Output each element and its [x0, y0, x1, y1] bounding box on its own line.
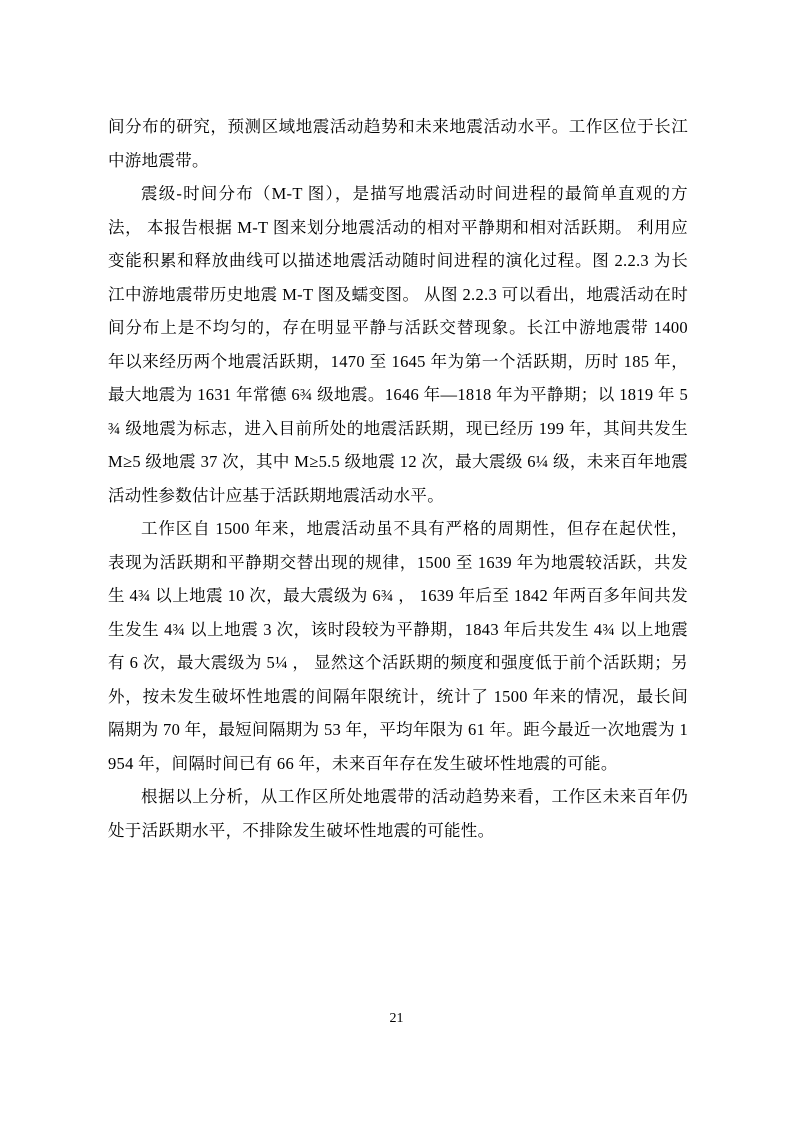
paragraph-activity-periods: 工作区自 1500 年来，地震活动虽不具有严格的周期性，但存在起伏性，表现为活跃期和平静期交替出现的规律，1500 至 1639 年为地震较活跃，共发生 4¾ 以上地震 10 次，最大震级为 6¾ ， 1639 年后至 1842 年两百多年间共发生发生 4¾ 以上地震 3 次，该时段较为平静期，1843 年后共发生 4¾ 以上地震有 6 次，最大震级为 5¼ ， 显然这个活跃期的频度和强度低于前个活跃期；另外，按未发生破坏性地震的间隔年限统计，统计了 1500 年来的情况，最长间隔期为 70 年，最短间隔期为 53 年，平均年限为 61 年。距今最近一次地震为 1954 年，间隔时间已有 66 年，未来百年存在发生破坏性地震的可能。: [108, 519, 688, 773]
paragraph-mt-distribution: 震级-时间分布（M-T 图），是描写地震活动时间进程的最简单直观的方法， 本报告根据 M-T 图来划分地震活动的相对平静期和相对活跃期。 利用应变能积累和释放曲线可以描述地震活动随时间进程的演化过程。图 2.2.3 为长江中游地震带历史地震 M-T 图及蠕变图。 从图 2.2.3 可以看出，地震活动在时间分布上是不均匀的，存在明显平静与活跃交替现象。长江中游地震带 1400 年以来经历两个地震活跃期，1470 至 1645 年为第一个活跃期，历时 185 年，最大地震为 1631 年常德 6¾ 级地震。1646 年—1818 年为平静期；以 1819 年 5¾ 级地震为标志，进入目前所处的地震活跃期，现已经历 199 年，其间共发生 M≥5 级地震 37 次，其中 M≥5.5 级地震 12 次，最大震级 6¼ 级，未来百年地震活动性参数估计应基于活跃期地震活动水平。: [108, 184, 688, 505]
text-content: [108, 110, 688, 847]
paragraph-continuation: 间分布的研究，预测区域地震活动趋势和未来地震活动水平。工作区位于长江中游地震带。: [108, 117, 688, 170]
page-number: 21: [389, 1011, 404, 1026]
paragraph-conclusion: 根据以上分析，从工作区所处地震带的活动趋势来看，工作区未来百年仍处于活跃期水平，不排除发生破坏性地震的可能性。: [108, 787, 688, 840]
